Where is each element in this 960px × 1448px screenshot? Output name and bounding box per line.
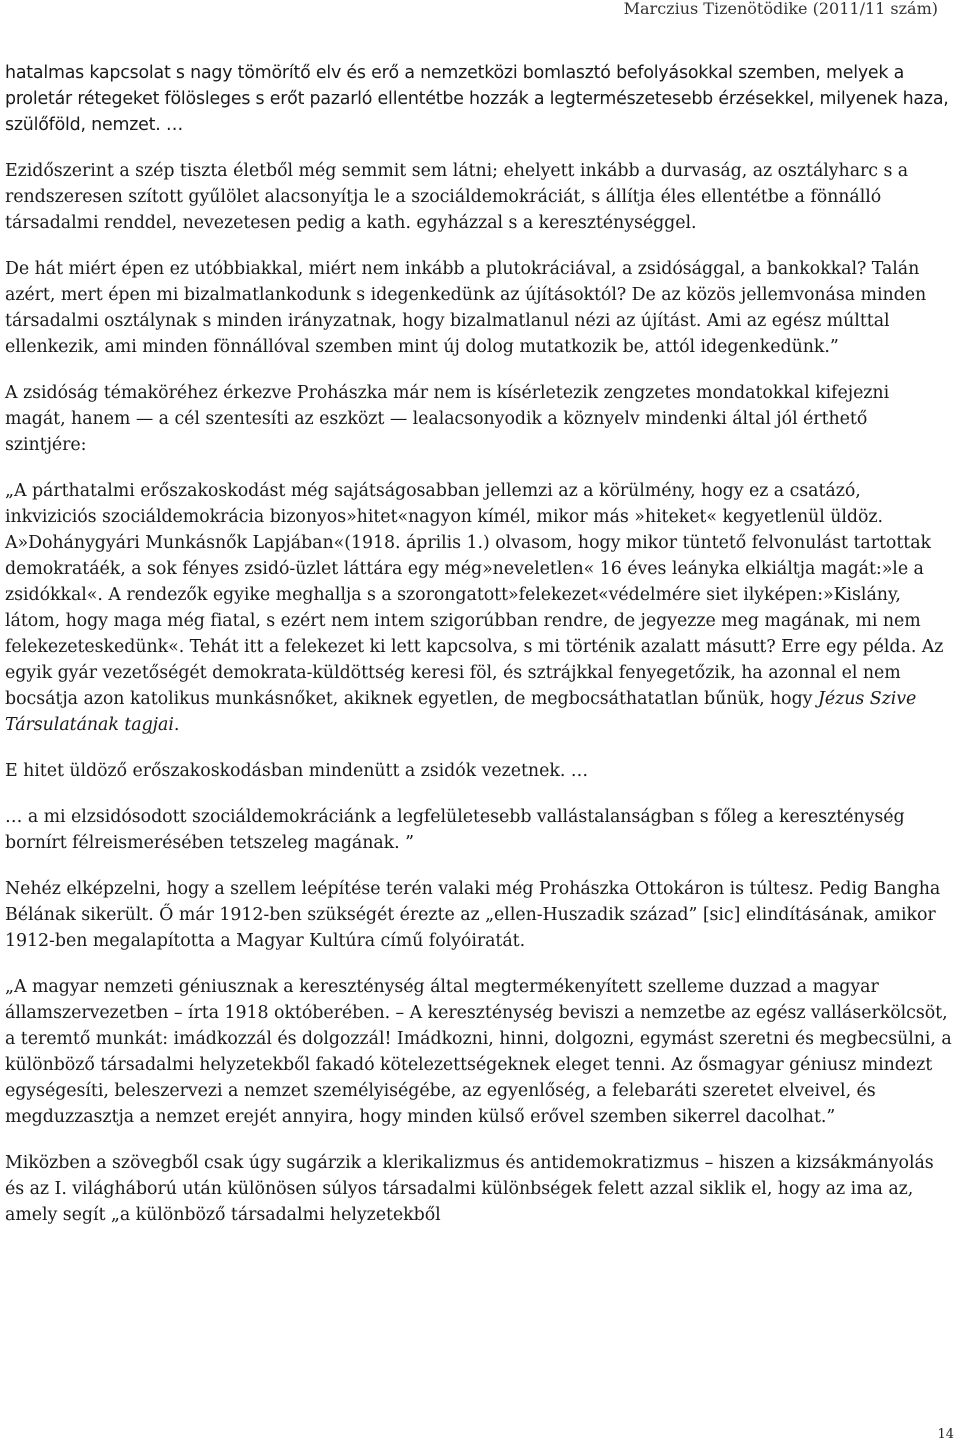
article-body — [5, 60, 953, 1248]
paragraph-5-quote — [5, 478, 953, 738]
paragraph-9-quote: „A magyar nemzeti géniusznak a kereszténység által megtermékenyített szelleme duzzad a magyar államszervezetben – írta 1918 októberében. – A kereszténység beviszi a nemzetbe az egész valláserkölcsöt, a teremtő munkát: imádkozzál és dolgozzál! Imádkozni, hinni, dolgozni, egymást szeretni és megbecsülni, a különböző társadalmi helyzetekből fakadó kötelezettségeknek eleget tenni. Az ősmagyar géniusz mindezt egységesíti, beleszervezi a nemzet személyiségébe, az egyenlőség, a felebaráti szeretet elveivel, és megduzzasztja a nemzet erejét annyira, hogy minden külső erővel szemben sikerrel dacolhat.” — [5, 977, 952, 1127]
paragraph-5-main: „A párthatalmi erőszakoskodást még sajátságosabban jellemzi az a körülmény, hogy ez a csatázó, inkviziciós szociáldemokrácia bizonyos»hitet«nagyon kímél, mikor más »hiteket« kegyetlenül üldöz. A»Dohánygyári Munkásnők Lapjában«(1918. április 1.) olvasom, hogy mikor tüntető felvonulást tartottak demokratáék, a sok fényes zsidó-üzlet láttára egy még»neveletlen« 16 éves leányka elkiáltja magát:»le a zsidókkal«. A rendezők egyike meghallja s a szorongatott»felekezet«védelmére siet ilyképen:»Kislány, látom, hogy maga még fiatal, s ezért nem intem szigorúbban rendre, de jegyezze meg magának, mi nem felekezeteskedünk«. Tehát itt a felekezet ki lett kapcsolva, s mi történik azalatt másutt? Erre egy példa. Az egyik gyár vezetőségét demokrata-küldöttség keresi föl, és sztrájkkal fenyegetőzik, ha azonnal el nem bocsátja azon katolikus munkásnőket, akiknek egyetlen, de megbocsáthatatlan bűnük, hogy — [5, 481, 944, 709]
paragraph-3: De hát miért épen ez utóbbiakkal, miért nem inkább a plutokráciával, a zsidósággal, a bankokkal? Talán azért, mert épen mi bizalmatlankodunk s idegenkedünk az újításoktól? De az közös jellemvonása minden társadalmi osztálynak s minden irányzatnak, hogy bizalmatlanul nézi az újítást. Ami az egész múlttal ellenkezik, ami minden fönnállóval szemben mint új dolog mutatkozik be, attól idegenkedünk.” — [5, 259, 927, 357]
paragraph-6: E hitet üldöző erőszakoskodásban mindenütt a zsidók vezetnek. … — [5, 761, 589, 781]
paragraph-4: A zsidóság témaköréhez érkezve Prohászka már nem is kísérletezik zengzetes mondatokkal kifejezni magát, hanem — a cél szentesíti az eszközt — lealacsonyodik a köznyelv mindenki által jól érthető szintjére: — [5, 383, 890, 455]
paragraph-5-italic: Jézus Szive Társulatának tagjai — [5, 689, 917, 735]
running-header: Marczius Tizenötödike (2011/11 szám) — [623, 0, 938, 18]
paragraph-10: Miközben a szövegből csak úgy sugárzik a klerikalizmus és antidemokratizmus – hiszen a kizsákmányolás és az I. világháború után különösen súlyos társadalmi különbségek felett azzal siklik el, hogy az ima az, amely segít „a különböző társadalmi helyzetekből — [5, 1153, 934, 1225]
page-number: 14 — [937, 1427, 954, 1442]
paragraph-2: Ezidőszerint a szép tiszta életből még semmit sem látni; ehelyett inkább a durvaság, az osztályharc s a rendszeresen szított gyűlölet alacsonyítja le a szociáldemokráciát, s állítja éles ellentétbe a fönnálló társadalmi renddel, nevezetesen pedig a kath. egyházzal s a kereszténységgel. — [5, 161, 909, 233]
paragraph-8: Nehéz elképzelni, hogy a szellem leépítése terén valaki még Prohászka Ottokáron is túltesz. Pedig Bangha Bélának sikerült. Ő már 1912-ben szükségét érezte az „ellen-Huszadik század” [sic] elindításának, amikor 1912-ben megalapította a Magyar Kultúra című folyóiratát. — [5, 879, 941, 951]
paragraph-5-end: . — [173, 715, 180, 735]
paragraph-1: hatalmas kapcsolat s nagy tömörítő elv és erő a nemzetközi bomlasztó befolyásokkal szemben, melyek a proletár rétegeket fölösleges s erőt pazarló ellentétbe hozzák a legtermészetesebb érzésekkel, milyenek haza, szülőföld, nemzet. … — [5, 63, 949, 135]
paragraph-7: … a mi elzsidósodott szociáldemokráciánk a legfelületesebb vallástalanságban s főleg a kereszténység bornírt félreismerésében tetszeleg magának. ” — [5, 807, 905, 853]
